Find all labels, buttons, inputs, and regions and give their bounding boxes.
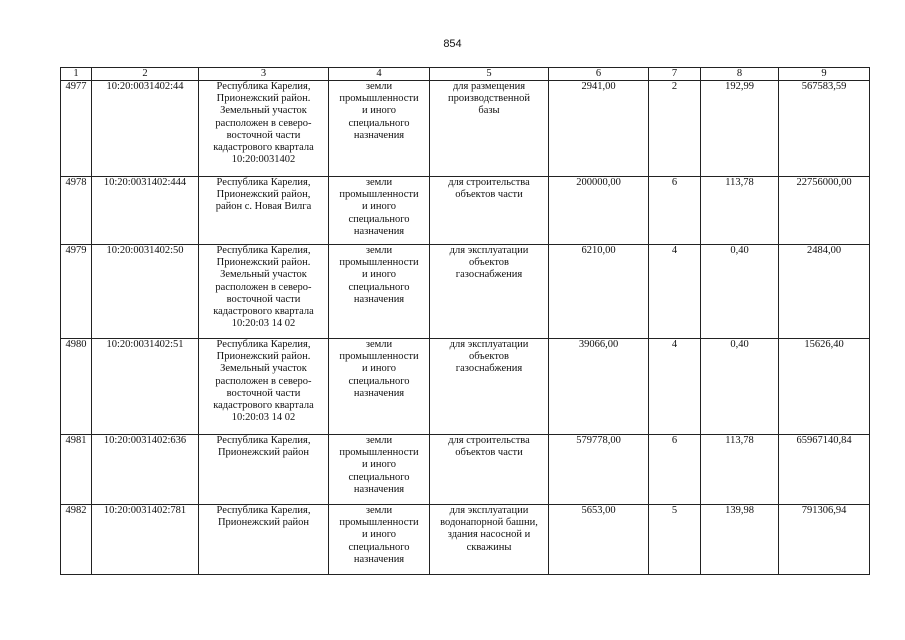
column-header: 2 bbox=[92, 68, 199, 81]
table-row bbox=[61, 177, 870, 245]
column-header: 6 bbox=[549, 68, 649, 81]
area: 579778,00 bbox=[549, 435, 649, 505]
table-row bbox=[61, 505, 870, 575]
column-header: 8 bbox=[701, 68, 779, 81]
specific-value: 0,40 bbox=[701, 245, 779, 339]
specific-value: 113,78 bbox=[701, 435, 779, 505]
row-number: 4980 bbox=[61, 339, 92, 435]
column-header: 9 bbox=[779, 68, 870, 81]
land-category: земли промышленности и иного специального назначения bbox=[329, 81, 430, 177]
group: 5 bbox=[649, 505, 701, 575]
group: 6 bbox=[649, 177, 701, 245]
permitted-use: для эксплуатации водонапорной башни, здания насосной и скважины bbox=[430, 505, 549, 575]
land-category: земли промышленности и иного специального назначения bbox=[329, 505, 430, 575]
column-header: 5 bbox=[430, 68, 549, 81]
cadastral-number: 10:20:0031402:44 bbox=[92, 81, 199, 177]
permitted-use: для строительства объектов части bbox=[430, 177, 549, 245]
table-row bbox=[61, 245, 870, 339]
area: 2941,00 bbox=[549, 81, 649, 177]
specific-value: 139,98 bbox=[701, 505, 779, 575]
cadastral-value: 15626,40 bbox=[779, 339, 870, 435]
location: Республика Карелия, Прионежский район bbox=[199, 435, 329, 505]
row-number: 4981 bbox=[61, 435, 92, 505]
specific-value: 192,99 bbox=[701, 81, 779, 177]
column-header: 4 bbox=[329, 68, 430, 81]
location: Республика Карелия, Прионежский район. Земельный участок расположен в северо- восточной части кадастрового квартала 10:20:03 14 02 bbox=[199, 339, 329, 435]
cadastral-value: 22756000,00 bbox=[779, 177, 870, 245]
column-header: 1 bbox=[61, 68, 92, 81]
cadastral-value: 2484,00 bbox=[779, 245, 870, 339]
group: 4 bbox=[649, 339, 701, 435]
area: 6210,00 bbox=[549, 245, 649, 339]
cadastral-value: 65967140,84 bbox=[779, 435, 870, 505]
permitted-use: для эксплуатации объектов газоснабжения bbox=[430, 245, 549, 339]
row-number: 4979 bbox=[61, 245, 92, 339]
specific-value: 113,78 bbox=[701, 177, 779, 245]
permitted-use: для эксплуатации объектов газоснабжения bbox=[430, 339, 549, 435]
table-row bbox=[61, 435, 870, 505]
permitted-use: для строительства объектов части bbox=[430, 435, 549, 505]
cadastral-number: 10:20:0031402:50 bbox=[92, 245, 199, 339]
column-header: 3 bbox=[199, 68, 329, 81]
location: Республика Карелия, Прионежский район. Земельный участок расположен в северо- восточной части кадастрового квартала 10:20:03 14 02 bbox=[199, 245, 329, 339]
land-category: земли промышленности и иного специального назначения bbox=[329, 245, 430, 339]
land-category: земли промышленности и иного специального назначения bbox=[329, 339, 430, 435]
location: Республика Карелия, Прионежский район bbox=[199, 505, 329, 575]
page-number: 854 bbox=[443, 38, 462, 50]
row-number: 4977 bbox=[61, 81, 92, 177]
header-row bbox=[61, 68, 870, 81]
area: 200000,00 bbox=[549, 177, 649, 245]
land-category: земли промышленности и иного специального назначения bbox=[329, 177, 430, 245]
group: 6 bbox=[649, 435, 701, 505]
table-row bbox=[61, 81, 870, 177]
group: 2 bbox=[649, 81, 701, 177]
land-registry-table bbox=[60, 67, 870, 575]
table-row bbox=[61, 339, 870, 435]
cadastral-number: 10:20:0031402:636 bbox=[92, 435, 199, 505]
row-number: 4978 bbox=[61, 177, 92, 245]
cadastral-number: 10:20:0031402:51 bbox=[92, 339, 199, 435]
cadastral-number: 10:20:0031402:781 bbox=[92, 505, 199, 575]
area: 39066,00 bbox=[549, 339, 649, 435]
permitted-use: для размещения производственной базы bbox=[430, 81, 549, 177]
location: Республика Карелия, Прионежский район, район с. Новая Вилга bbox=[199, 177, 329, 245]
cadastral-value: 791306,94 bbox=[779, 505, 870, 575]
location: Республика Карелия, Прионежский район. Земельный участок расположен в северо- восточной части кадастрового квартала 10:20:0031402 bbox=[199, 81, 329, 177]
specific-value: 0,40 bbox=[701, 339, 779, 435]
column-header: 7 bbox=[649, 68, 701, 81]
area: 5653,00 bbox=[549, 505, 649, 575]
cadastral-number: 10:20:0031402:444 bbox=[92, 177, 199, 245]
row-number: 4982 bbox=[61, 505, 92, 575]
group: 4 bbox=[649, 245, 701, 339]
land-category: земли промышленности и иного специального назначения bbox=[329, 435, 430, 505]
cadastral-value: 567583,59 bbox=[779, 81, 870, 177]
